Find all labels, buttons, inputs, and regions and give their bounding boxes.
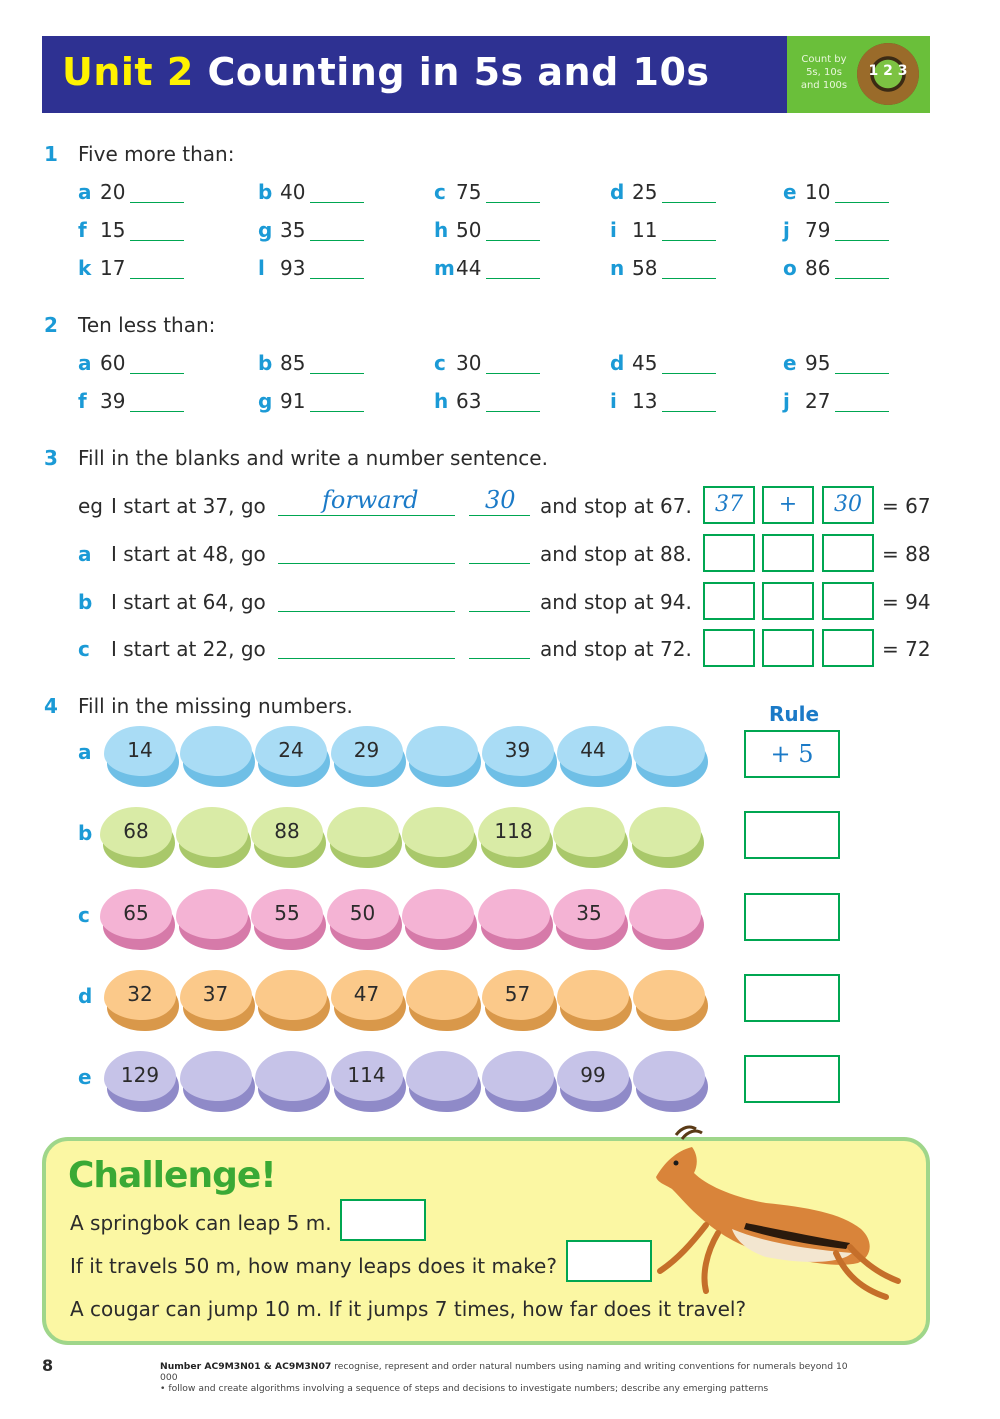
item-value: 86	[805, 256, 831, 280]
sentence-box[interactable]	[822, 629, 874, 667]
row-letter: b	[78, 821, 93, 845]
item-letter: d	[610, 351, 625, 375]
stop-text: and stop at 88.	[540, 542, 692, 566]
item-value: 93	[280, 256, 306, 280]
missing-number-stone[interactable]	[478, 889, 554, 951]
stone-number: 57	[504, 982, 531, 1006]
missing-number-stone[interactable]	[176, 889, 252, 951]
direction-answer: forward	[322, 486, 419, 514]
missing-number-stone[interactable]	[180, 1051, 256, 1113]
answer-blank[interactable]	[130, 278, 184, 279]
stone-number: 35	[576, 901, 602, 925]
item-value: 39	[100, 389, 126, 413]
topic-line-2: 5s, 10s	[806, 67, 842, 78]
item-value: 58	[632, 256, 658, 280]
unit-label: Unit 2	[62, 50, 194, 94]
badge-text: 1 2 3	[868, 63, 908, 79]
exercise-item	[610, 389, 657, 413]
stop-text: and stop at 94.	[540, 590, 692, 614]
item-letter: a	[78, 351, 92, 375]
item-letter: e	[783, 180, 797, 204]
number-stone	[251, 807, 327, 869]
exercise-item	[610, 256, 657, 280]
box-answer: 37	[715, 492, 743, 517]
number-stone	[327, 889, 403, 951]
start-text: I start at 22, go	[111, 637, 266, 661]
unit-banner	[42, 36, 930, 113]
number-stone	[100, 889, 176, 951]
exercise-item	[434, 256, 481, 280]
exercise-item	[434, 351, 481, 375]
number-stone	[482, 970, 558, 1032]
row-letter: a	[78, 542, 92, 566]
number-badge-icon	[857, 43, 919, 105]
question-prompt: Five more than:	[78, 142, 235, 166]
question-number: 3	[44, 446, 58, 470]
exercise-item	[78, 389, 125, 413]
answer-blank[interactable]	[486, 278, 540, 279]
exercise-item	[78, 180, 125, 204]
answer-blank[interactable]	[310, 411, 364, 412]
item-letter: j	[783, 218, 790, 242]
banner-title-area	[42, 36, 787, 113]
exercise-item	[78, 218, 125, 242]
question-number: 1	[44, 142, 58, 166]
number-stone	[331, 1051, 407, 1113]
item-letter: o	[783, 256, 797, 280]
sentence-box[interactable]	[703, 534, 755, 572]
page-title	[62, 50, 710, 94]
number-stone	[331, 970, 407, 1032]
springbok-illustration	[636, 1125, 906, 1325]
item-value: 40	[280, 180, 306, 204]
answer-blank[interactable]	[486, 411, 540, 412]
item-value: 91	[280, 389, 306, 413]
item-value: 11	[632, 218, 658, 242]
stone-number: 44	[580, 738, 606, 762]
missing-number-stone[interactable]	[557, 970, 633, 1032]
stone-number: 114	[347, 1063, 386, 1087]
item-value: 44	[456, 256, 482, 280]
number-stone	[331, 726, 407, 788]
amount-blank[interactable]	[469, 658, 530, 659]
row-letter: e	[78, 1065, 92, 1089]
item-value: 79	[805, 218, 831, 242]
question-number: 4	[44, 694, 58, 718]
stone-number: 65	[123, 901, 149, 925]
answer-blank[interactable]	[310, 373, 364, 374]
answer-blank[interactable]	[310, 240, 364, 241]
missing-number-stone[interactable]	[633, 970, 709, 1032]
amount-blank[interactable]	[469, 515, 530, 516]
item-value: 15	[100, 218, 126, 242]
exercise-item	[783, 256, 830, 280]
answer-blank[interactable]	[835, 373, 889, 374]
item-letter: a	[78, 180, 92, 204]
item-letter: k	[78, 256, 92, 280]
rule-heading: Rule	[769, 702, 820, 726]
missing-number-stone[interactable]	[255, 970, 331, 1032]
item-value: 13	[632, 389, 658, 413]
item-value: 10	[805, 180, 831, 204]
question-number: 2	[44, 313, 58, 337]
exercise-item	[258, 256, 305, 280]
box-answer: +	[778, 492, 798, 517]
exercise-item	[783, 180, 830, 204]
item-letter: g	[258, 218, 273, 242]
result-text: = 94	[882, 590, 931, 614]
item-value: 17	[100, 256, 126, 280]
answer-blank[interactable]	[310, 278, 364, 279]
stone-number: 29	[353, 738, 380, 762]
direction-blank[interactable]	[278, 658, 455, 659]
item-value: 95	[805, 351, 831, 375]
number-stone	[104, 970, 180, 1032]
number-stone	[104, 726, 180, 788]
number-stone	[553, 889, 629, 951]
stone-number: 129	[120, 1063, 160, 1087]
item-value: 45	[632, 351, 658, 375]
stone-number: 32	[127, 982, 153, 1006]
amount-blank[interactable]	[469, 563, 530, 564]
rule-answer: + 5	[770, 740, 814, 768]
number-stone	[255, 726, 331, 788]
sentence-box[interactable]	[762, 534, 814, 572]
missing-number-stone[interactable]	[402, 807, 478, 869]
item-letter: h	[434, 218, 449, 242]
topic-tag	[787, 36, 930, 113]
question-prompt: Ten less than:	[78, 313, 216, 337]
number-stone	[557, 726, 633, 788]
missing-number-stone[interactable]	[553, 807, 629, 869]
direction-blank[interactable]	[278, 515, 455, 516]
sentence-box[interactable]	[762, 486, 814, 524]
answer-blank[interactable]	[486, 202, 540, 203]
item-letter: e	[783, 351, 797, 375]
exercise-item	[78, 351, 125, 375]
rule-box[interactable]	[744, 974, 840, 1022]
item-letter: f	[78, 389, 87, 413]
challenge-line-1: A springbok can leap 5 m.	[70, 1211, 332, 1235]
stone-number: 37	[202, 982, 229, 1006]
sentence-box[interactable]	[703, 582, 755, 620]
stone-number: 50	[349, 901, 376, 925]
example-label: eg	[78, 494, 103, 518]
topic-line-3: and 100s	[800, 80, 848, 91]
answer-blank[interactable]	[130, 240, 184, 241]
item-letter: m	[434, 256, 455, 280]
number-stone	[180, 970, 256, 1032]
exercise-item	[434, 389, 481, 413]
missing-number-stone[interactable]	[327, 807, 403, 869]
sentence-box[interactable]	[822, 582, 874, 620]
exercise-item	[258, 351, 305, 375]
challenge-line-3: A cougar can jump 10 m. If it jumps 7 times, how far does it travel?	[70, 1297, 747, 1321]
challenge-panel	[42, 1137, 930, 1345]
item-letter: b	[258, 351, 273, 375]
item-letter: f	[78, 218, 87, 242]
question-prompt: Fill in the blanks and write a number sentence.	[78, 446, 548, 470]
item-value: 25	[632, 180, 658, 204]
missing-number-stone[interactable]	[406, 1051, 482, 1113]
rule-box[interactable]	[744, 893, 840, 941]
curriculum-line-1: recognise, represent and order natural numbers using naming and writing conventions for numerals beyond 10 000	[160, 1361, 848, 1383]
item-letter: j	[783, 389, 790, 413]
stone-number: 68	[123, 819, 149, 843]
row-letter: a	[78, 740, 92, 764]
number-stone	[104, 1051, 180, 1113]
answer-blank[interactable]	[835, 240, 889, 241]
item-value: 35	[280, 218, 306, 242]
item-value: 63	[456, 389, 482, 413]
sentence-box[interactable]	[822, 486, 874, 524]
number-stone	[478, 807, 554, 869]
exercise-item	[434, 180, 481, 204]
start-text: I start at 64, go	[111, 590, 266, 614]
rule-box[interactable]	[744, 730, 840, 778]
exercise-item	[783, 218, 830, 242]
direction-blank[interactable]	[278, 611, 455, 612]
topic-tag-text	[793, 53, 855, 92]
rule-box[interactable]	[744, 1055, 840, 1103]
item-value: 27	[805, 389, 831, 413]
row-letter: c	[78, 903, 90, 927]
curriculum-line-2: • follow and create algorithms involving a sequence of steps and decisions to investigate numbers; describe any emerging patterns	[160, 1383, 769, 1394]
stone-number: 47	[353, 982, 380, 1006]
exercise-item	[258, 180, 305, 204]
item-letter: i	[610, 218, 617, 242]
amount-answer: 30	[485, 486, 516, 514]
curriculum-code: Number AC9M3N01 & AC9M3N07	[160, 1361, 332, 1372]
rule-box[interactable]	[744, 811, 840, 859]
row-letter: c	[78, 637, 90, 661]
curriculum-footer	[160, 1361, 860, 1394]
missing-number-stone[interactable]	[482, 1051, 558, 1113]
exercise-item	[610, 218, 657, 242]
sentence-box[interactable]	[703, 486, 755, 524]
missing-number-stone[interactable]	[176, 807, 252, 869]
stop-text: and stop at 67.	[540, 494, 692, 518]
item-value: 30	[456, 351, 482, 375]
missing-number-stone[interactable]	[402, 889, 478, 951]
result-text: = 88	[882, 542, 931, 566]
challenge-line-2: If it travels 50 m, how many leaps does it make?	[70, 1254, 557, 1278]
exercise-item	[610, 180, 657, 204]
missing-number-stone[interactable]	[629, 889, 705, 951]
exercise-item	[783, 389, 830, 413]
exercise-item	[258, 389, 305, 413]
missing-number-stone[interactable]	[629, 807, 705, 869]
stone-number: 99	[580, 1063, 606, 1087]
missing-number-stone[interactable]	[633, 726, 709, 788]
item-letter: c	[434, 351, 446, 375]
stone-number: 14	[127, 738, 153, 762]
answer-blank[interactable]	[662, 240, 716, 241]
question-prompt: Fill in the missing numbers.	[78, 694, 353, 718]
answer-blank[interactable]	[662, 202, 716, 203]
sentence-box[interactable]	[762, 582, 814, 620]
number-stone	[100, 807, 176, 869]
exercise-item	[610, 351, 657, 375]
sentence-box[interactable]	[703, 629, 755, 667]
challenge-title: Challenge!	[68, 1155, 276, 1196]
missing-number-stone[interactable]	[406, 726, 482, 788]
row-letter: b	[78, 590, 93, 614]
item-letter: l	[258, 256, 265, 280]
challenge-answer-box-1[interactable]	[340, 1199, 426, 1241]
missing-number-stone[interactable]	[255, 1051, 331, 1113]
stone-number: 55	[274, 901, 300, 925]
item-value: 85	[280, 351, 306, 375]
stone-number: 118	[494, 819, 533, 843]
missing-number-stone[interactable]	[406, 970, 482, 1032]
missing-number-stone[interactable]	[633, 1051, 709, 1113]
answer-blank[interactable]	[486, 373, 540, 374]
item-letter: d	[610, 180, 625, 204]
item-letter: h	[434, 389, 449, 413]
exercise-item	[783, 351, 830, 375]
item-letter: b	[258, 180, 273, 204]
item-letter: n	[610, 256, 625, 280]
exercise-item	[258, 218, 305, 242]
amount-blank[interactable]	[469, 611, 530, 612]
stop-text: and stop at 72.	[540, 637, 692, 661]
answer-blank[interactable]	[130, 411, 184, 412]
row-letter: d	[78, 984, 93, 1008]
number-stone	[251, 889, 327, 951]
answer-blank[interactable]	[130, 373, 184, 374]
answer-blank[interactable]	[835, 202, 889, 203]
item-value: 50	[456, 218, 482, 242]
exercise-item	[434, 218, 481, 242]
answer-blank[interactable]	[130, 202, 184, 203]
page-number: 8	[42, 1356, 54, 1375]
stone-number: 88	[274, 819, 300, 843]
start-text: I start at 37, go	[111, 494, 266, 518]
item-value: 75	[456, 180, 482, 204]
number-stone	[482, 726, 558, 788]
answer-blank[interactable]	[835, 278, 889, 279]
start-text: I start at 48, go	[111, 542, 266, 566]
item-value: 20	[100, 180, 126, 204]
result-text: = 67	[882, 494, 931, 518]
exercise-item	[78, 256, 125, 280]
unit-title: Counting in 5s and 10s	[207, 50, 710, 94]
answer-blank[interactable]	[662, 278, 716, 279]
item-value: 60	[100, 351, 126, 375]
topic-line-1: Count by	[801, 54, 847, 65]
missing-number-stone[interactable]	[180, 726, 256, 788]
answer-blank[interactable]	[662, 373, 716, 374]
box-answer: 30	[834, 492, 862, 517]
item-letter: g	[258, 389, 273, 413]
item-letter: i	[610, 389, 617, 413]
answer-blank[interactable]	[662, 411, 716, 412]
stone-number: 39	[504, 738, 531, 762]
number-stone	[557, 1051, 633, 1113]
result-text: = 72	[882, 637, 931, 661]
answer-blank[interactable]	[310, 202, 364, 203]
sentence-box[interactable]	[822, 534, 874, 572]
direction-blank[interactable]	[278, 563, 455, 564]
item-letter: c	[434, 180, 446, 204]
sentence-box[interactable]	[762, 629, 814, 667]
stone-number: 24	[278, 738, 304, 762]
answer-blank[interactable]	[835, 411, 889, 412]
answer-blank[interactable]	[486, 240, 540, 241]
